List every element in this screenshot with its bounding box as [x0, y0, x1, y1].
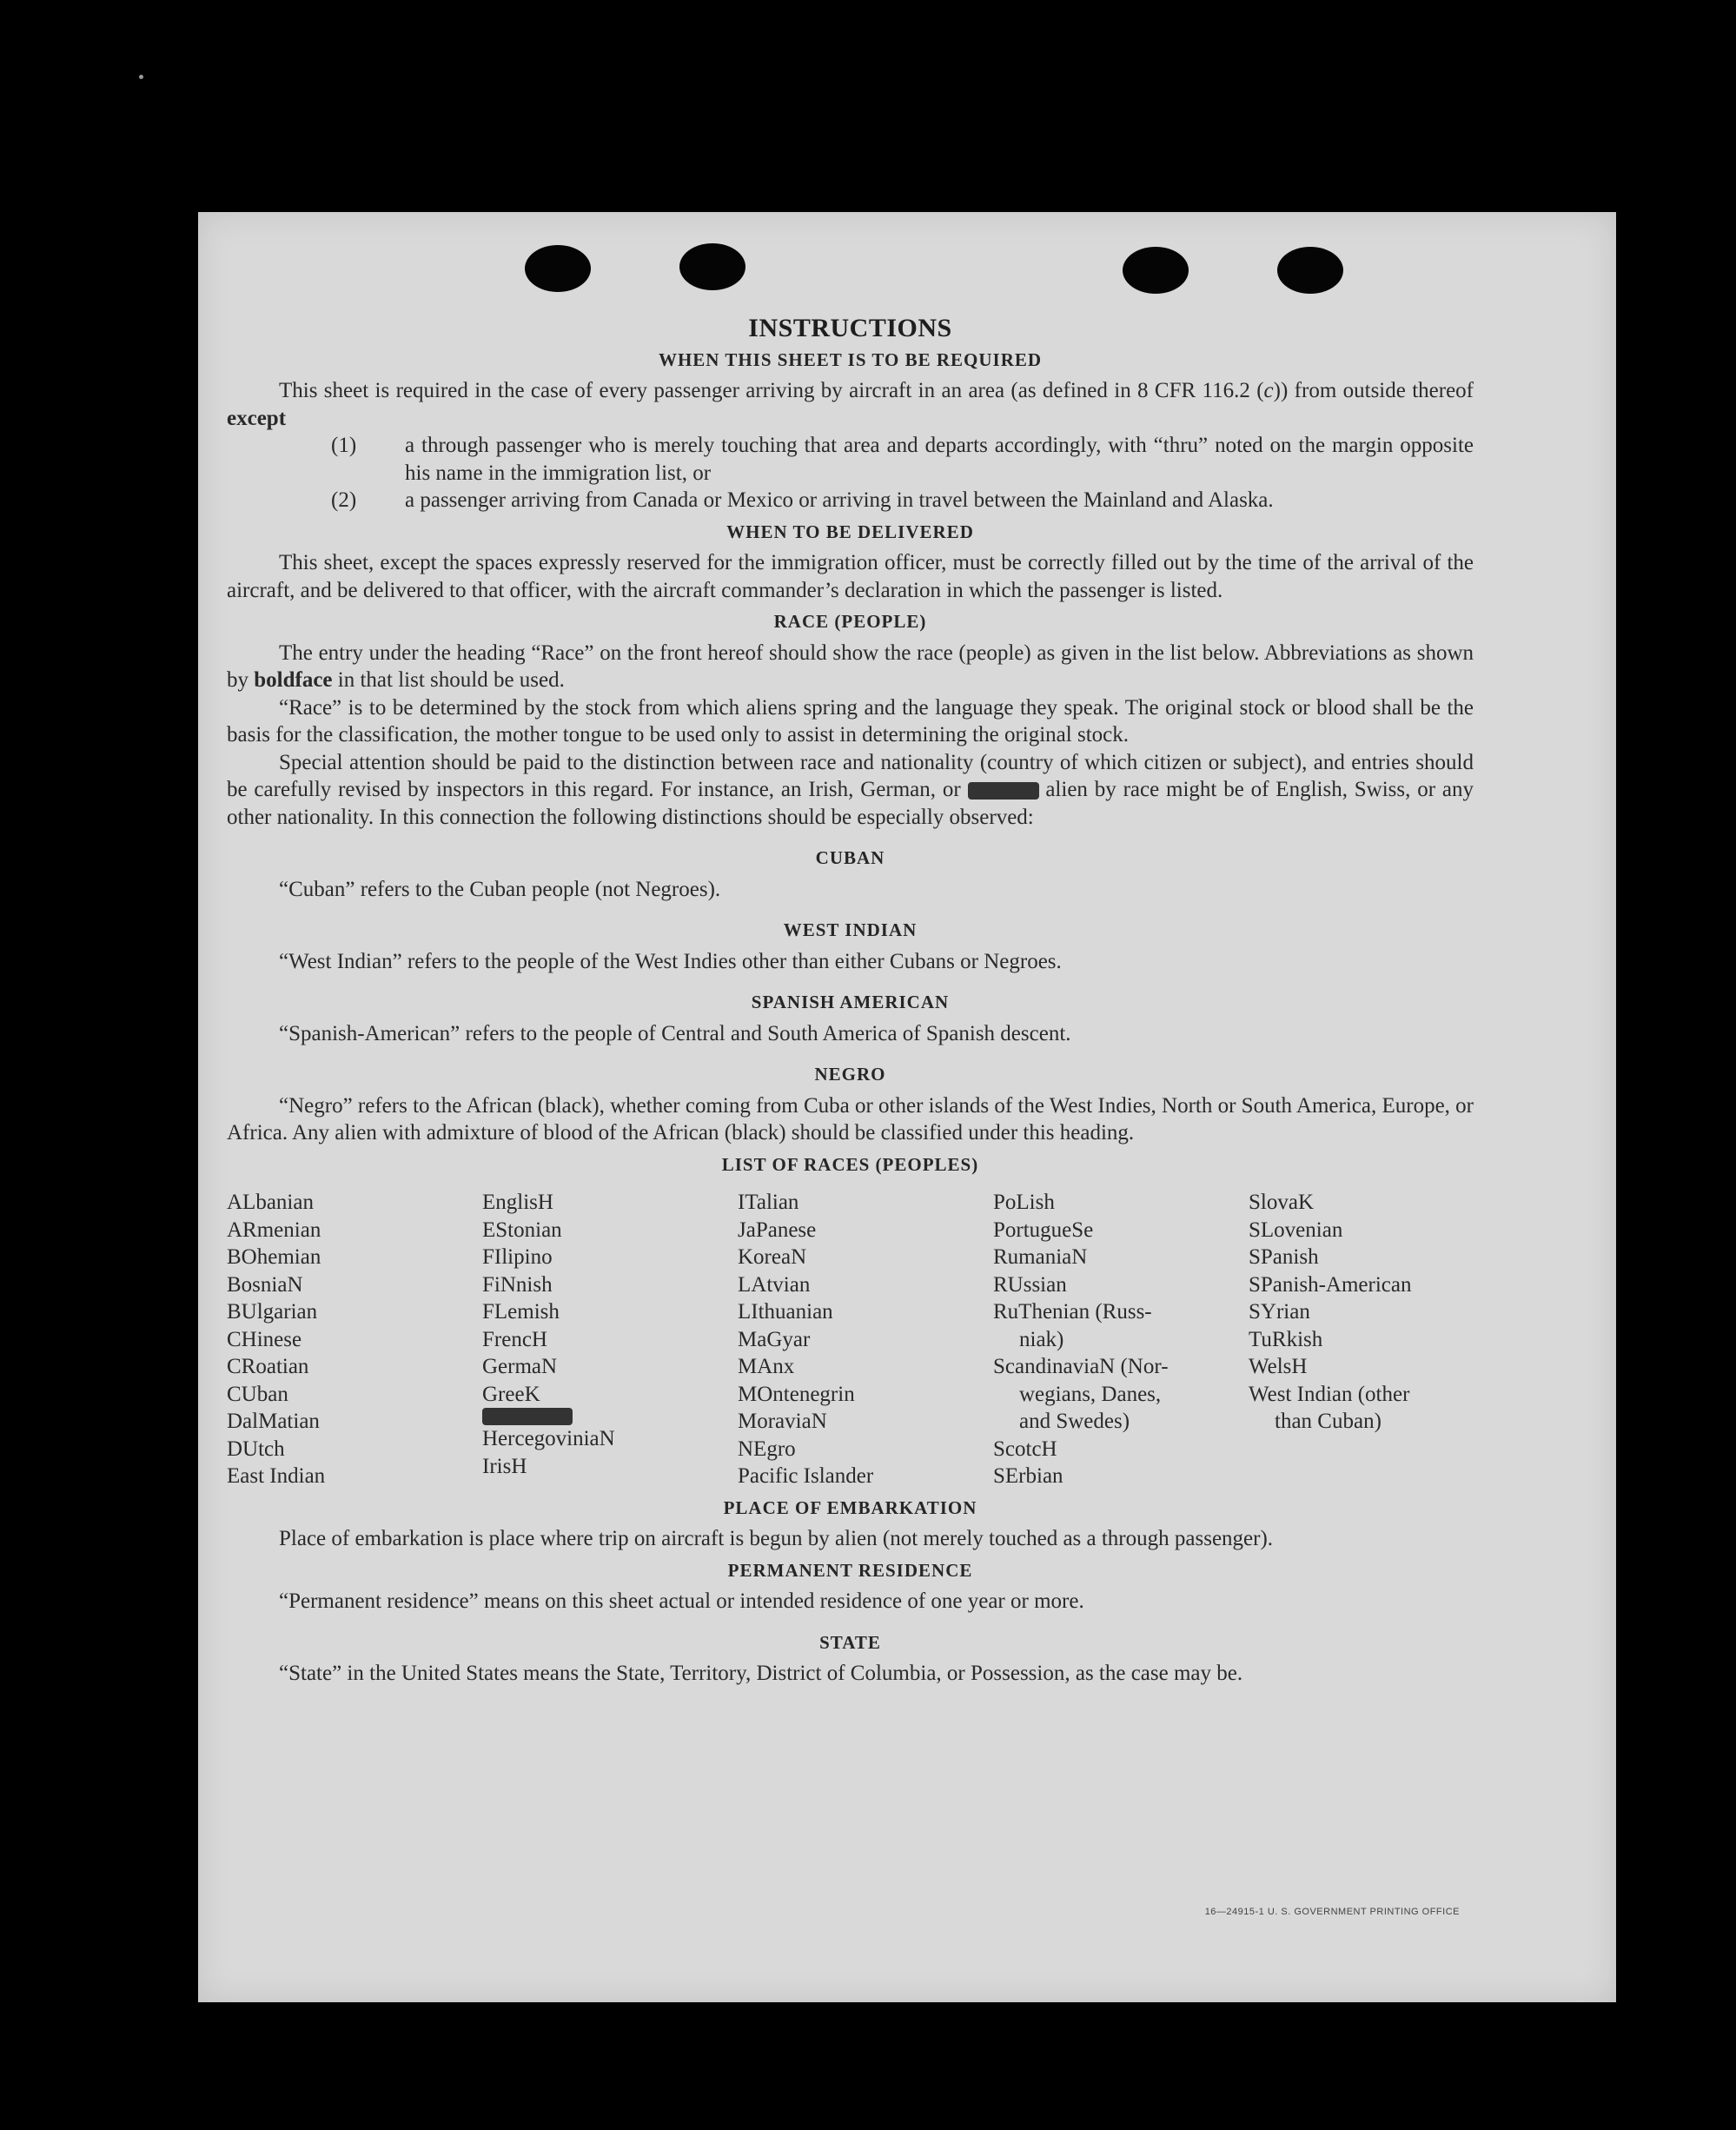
race-entry: BOhemian — [227, 1245, 321, 1269]
heading-delivered: WHEN TO BE DELIVERED — [726, 521, 974, 542]
heading-spanish-american: SPANISH AMERICAN — [751, 992, 950, 1012]
race-entry: ALbanian — [227, 1191, 314, 1214]
race-entry: SYrian — [1249, 1300, 1310, 1324]
race-entry: IrisH — [482, 1454, 527, 1478]
heading-embarkation: PLACE OF EMBARKATION — [723, 1496, 977, 1518]
punch-hole — [1277, 247, 1343, 294]
document-page — [198, 212, 1616, 2002]
races-column-5 — [1249, 1189, 1474, 1490]
race-entry: ScandinaviaN (Nor- — [993, 1355, 1169, 1378]
punch-hole — [1123, 247, 1189, 294]
race-entry: EnglisH — [482, 1191, 553, 1214]
race-entry: MAnx — [738, 1355, 795, 1378]
heading-west-indian: WEST INDIAN — [783, 919, 918, 940]
residence-text: “Permanent residence” means on this sheet actual or intended residence of one year or more. — [279, 1589, 1084, 1613]
race-entry: PoLish — [993, 1191, 1055, 1214]
race-entry: RuThenian (Russ- — [993, 1300, 1152, 1324]
race-p3: Special attention should be paid to the distinction between race and nationality (country of which citizen or subject), and entries should be carefully revised by inspectors in this regard. For instance, an Irish, German, or alien by race might be of English, Swiss, or any other nationality. In this connection the following distinctions should be especially observed: — [227, 750, 1474, 829]
race-entry: TuRkish — [1249, 1327, 1323, 1351]
race-entry: MaGyar — [738, 1327, 811, 1351]
race-entry-continuation: than Cuban) — [1275, 1410, 1382, 1433]
race-entry: MOntenegrin — [738, 1382, 855, 1406]
race-entry: FLemish — [482, 1300, 560, 1324]
race-entry: East Indian — [227, 1464, 326, 1488]
race-entry: SPanish-American — [1249, 1272, 1412, 1297]
races-column-3 — [738, 1189, 993, 1490]
heading-negro: NEGRO — [814, 1064, 886, 1085]
race-entry: SlovaK — [1249, 1191, 1314, 1214]
heading-residence: PERMANENT RESIDENCE — [727, 1559, 973, 1581]
heading-cuban: CUBAN — [815, 847, 885, 868]
races-column-1 — [227, 1189, 482, 1490]
race-entry: RumaniaN — [993, 1245, 1088, 1269]
race-entry: SErbian — [993, 1464, 1063, 1488]
race-entry: HercegoviniaN — [482, 1427, 615, 1450]
race-entry: RUssian — [993, 1272, 1067, 1297]
embarkation-text: Place of embarkation is place where trip on aircraft is begun by alien (not merely touched as a through passenger). — [279, 1527, 1274, 1550]
race-entry: MoraviaN — [738, 1410, 827, 1433]
race-entry: EStonian — [482, 1218, 562, 1242]
race-entry: SLovenian — [1249, 1218, 1343, 1242]
race-entry-redacted — [482, 1408, 738, 1425]
west-indian-text: “West Indian” refers to the people of the West Indies other than either Cubans or Negroes. — [279, 949, 1062, 973]
required-item-1: (1) a through passenger who is merely touching that area and departs accordingly, with “thru” noted on the margin opposite his name in the immigration list, or — [331, 434, 1474, 485]
races-column-4 — [993, 1189, 1249, 1490]
punch-hole — [679, 243, 745, 290]
state-text: “State” in the United States means the State, Territory, District of Columbia, or Possession, as the case may be. — [279, 1662, 1243, 1685]
race-entry: BosniaN — [227, 1272, 303, 1297]
race-entry-continuation: and Swedes) — [1019, 1410, 1130, 1433]
races-column-2 — [482, 1189, 738, 1490]
race-entry: LAtvian — [738, 1272, 811, 1297]
race-entry: West Indian (other — [1249, 1382, 1410, 1406]
race-entry-continuation: niak) — [1019, 1327, 1064, 1351]
race-entry-continuation: wegians, Danes, — [1019, 1382, 1162, 1406]
race-entry: GreeK — [482, 1382, 540, 1406]
race-entry: ITalian — [738, 1191, 799, 1214]
race-entry: NEgro — [738, 1437, 796, 1461]
printing-office-code: 16—24915-1 U. S. GOVERNMENT PRINTING OFFICE — [1204, 1907, 1460, 1917]
heading-list-of-races: LIST OF RACES (PEOPLES) — [721, 1153, 979, 1175]
race-entry: DalMatian — [227, 1410, 320, 1433]
race-entry: LIthuanian — [738, 1300, 833, 1324]
negro-text: “Negro” refers to the African (black), whether coming from Cuba or other islands of the West Indies, North or South America, Europe, or Africa. Any alien with admixture of blood of the African (black) should be classified under this heading. — [227, 1093, 1474, 1145]
race-p1: The entry under the heading “Race” on the front hereof should show the race (people) as given in the list below. Abbreviations as shown by boldface in that list should be used. — [227, 640, 1474, 692]
race-entry: ARmenian — [227, 1218, 321, 1242]
heading-state: STATE — [819, 1631, 881, 1653]
race-entry: WelsH — [1249, 1355, 1308, 1378]
race-entry: FrencH — [482, 1327, 547, 1351]
heading-race: RACE (PEOPLE) — [773, 611, 927, 632]
race-entry: SPanish — [1249, 1245, 1319, 1269]
race-entry: ScotcH — [993, 1437, 1057, 1461]
cuban-text: “Cuban” refers to the Cuban people (not Negroes). — [279, 877, 721, 901]
page-title: INSTRUCTIONS — [748, 314, 952, 342]
race-entry: CUban — [227, 1382, 288, 1406]
race-entry: CRoatian — [227, 1355, 309, 1378]
race-entry: CHinese — [227, 1327, 302, 1351]
race-entry: PortugueSe — [993, 1218, 1094, 1242]
required-item-2: (2) a passenger arriving from Canada or Mexico or arriving in travel between the Mainland and Alaska. — [331, 488, 1274, 512]
races-table — [227, 1189, 1474, 1490]
redaction-mark — [968, 782, 1039, 800]
speck — [139, 75, 143, 79]
race-entry: BUlgarian — [227, 1300, 318, 1324]
punch-hole — [525, 245, 591, 292]
instructions-body — [227, 315, 1474, 1688]
race-p2: “Race” is to be determined by the stock from which aliens spring and the language they speak. The original stock or blood shall be the basis for the classification, the mother tongue to be used only to assist in determining the original stock. — [227, 695, 1474, 746]
required-intro: This sheet is required in the case of every passenger arriving by aircraft in an area (as defined in 8 CFR 116.2 (c)) from outside thereof except — [227, 379, 1474, 430]
spanish-american-text: “Spanish-American” refers to the people of Central and South America of Spanish descent. — [279, 1021, 1071, 1045]
delivered-text: This sheet, except the spaces expressly reserved for the immigration officer, must be correctly filled out by the time of the arrival of the aircraft, and be delivered to that officer, with the aircraft commander’s declaration in which the passenger is listed. — [227, 551, 1474, 602]
race-entry: FiNnish — [482, 1272, 553, 1297]
race-entry: GermaN — [482, 1355, 558, 1378]
race-entry: KoreaN — [738, 1245, 807, 1269]
redaction-mark — [482, 1408, 573, 1425]
race-entry: JaPanese — [738, 1218, 817, 1242]
race-entry: DUtch — [227, 1437, 285, 1461]
heading-required: WHEN THIS SHEET IS TO BE REQUIRED — [658, 348, 1043, 370]
race-entry: FIlipino — [482, 1245, 553, 1269]
race-entry: Pacific Islander — [738, 1464, 874, 1488]
